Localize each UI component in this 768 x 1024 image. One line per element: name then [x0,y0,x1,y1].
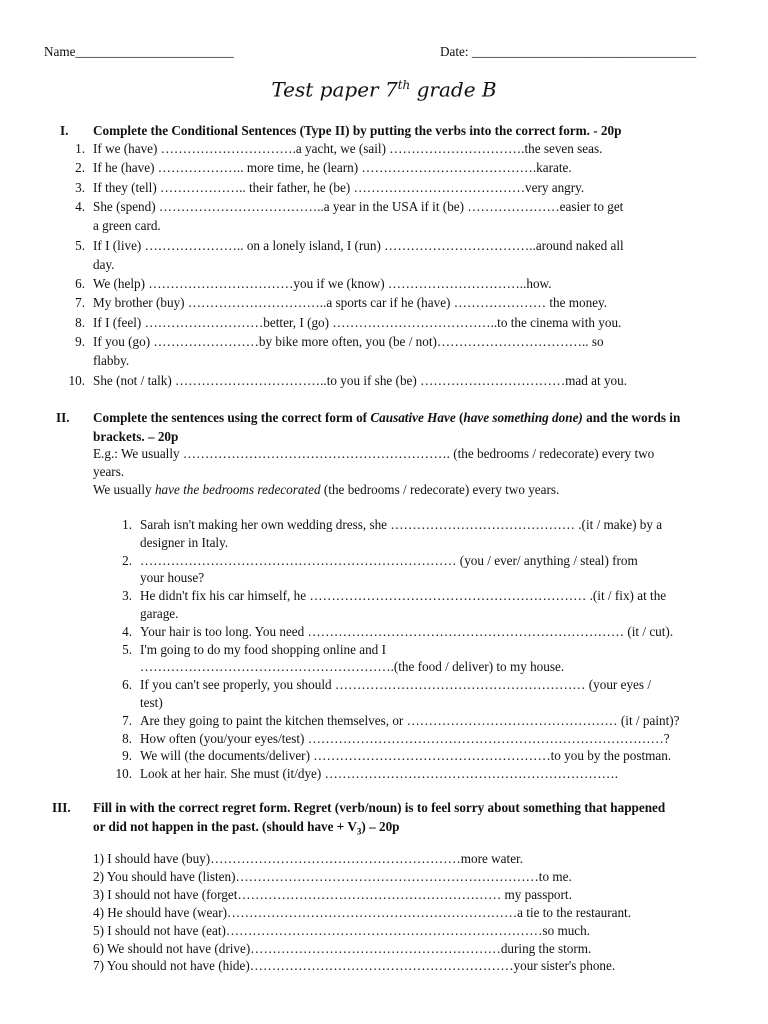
section-3-number: III. [52,800,71,815]
example-line-1-cont: years. [93,464,125,479]
section-3-heading [93,798,753,842]
section-2-heading-d: have something done) [463,410,583,425]
section-2-item-continuation: designer in Italy. [140,534,229,550]
section-3-heading-line-1: Fill in with the correct regret form. Regret (verb/noun) is to feel sorry about something that happened [93,800,666,815]
section-1-item-text: If we (have) ………………………….a yacht, we (sail) ………………………….the seven seas. [93,141,603,156]
example-2-a: We usually [93,482,155,497]
section-3-item: 5) I should not have (eat)………………………………………………………………so much. [93,922,591,938]
section-1-item-number: 2. [75,160,85,176]
section-2-item-number: 4. [122,623,132,639]
title-main: Test paper 7 [271,77,398,102]
section-3-heading-2b: ) – 20p [361,819,400,834]
section-2-item-number: 6. [122,677,132,693]
section-3-item: 6) We should not have (drive)…………………………………………………during the storm. [93,940,592,956]
section-2-item-number: 9. [122,748,132,764]
section-2-item-text: He didn't fix his car himself, he ……………………………………………………… .(it / fix) at the [140,588,667,604]
name-field-label: Name________________________ [44,44,234,59]
section-1-item-text: She (spend) ………………………………..a year in the USA if it (be) …………………easier to get [93,198,624,214]
section-1-item-continuation: a green card. [93,218,161,234]
section-2-item-number: 8. [122,730,132,746]
section-2-item-text: ……………………………………………………………… (you / ever/ anything / steal) from [140,552,638,568]
section-3-item: 1) I should have (buy)…………………………………………………more water. [93,851,524,866]
section-3-heading-2a: or did not happen in the past. (should have + V [93,819,357,834]
section-2-item-text: Are they going to paint the kitchen themselves, or ………………………………………… (it / paint)? [140,712,680,728]
section-1-item-number: 3. [75,179,85,195]
section-2-item-text: How often (you/your eyes/test) ………………………………………………………………………? [140,730,670,746]
title-end: grade B [410,77,497,102]
section-1-item-text: If he (have) ……………….. more time, he (learn) ………………………………….karate. [93,160,572,176]
date-field-label: Date: __________________________________ [440,44,697,59]
section-1-item-text: If I (feel) ………………………better, I (go) ………………………………..to the cinema with you. [93,314,622,330]
section-1-item-text: If you (go) ……………………by bike more often, you (be / not)…………………………….. so [93,334,604,349]
section-3-item: 4) He should have (wear)…………………………………………………………a tie to the restaurant. [93,904,632,920]
section-2-item-text: I'm going to do my food shopping online and I [140,641,386,657]
example-line-1: E.g.: We usually ……………………………………………………. (the bedrooms / redecorate) every two [93,446,655,461]
section-3-item: 3) I should not have (forget…………………………………………………… my passport. [93,886,572,902]
section-1-item-text: She (not / talk) ……………………………..to you if she (be) ……………………………mad at you. [93,372,628,388]
section-1-item-text: We (help) ……………………………you if we (know) …………………………..how. [93,276,552,292]
section-1-heading: Complete the Conditional Sentences (Type II) by putting the verbs into the correct form. - 20p [93,123,622,138]
example-line-2 [93,480,559,499]
section-2-number: II. [56,410,70,425]
section-1-item-number: 6. [75,276,85,292]
section-2-heading-b: Causative Have [370,410,456,425]
section-2-item-number: 5. [122,641,132,657]
section-2-item-continuation: your house? [140,570,205,586]
title-superscript: th [397,78,411,92]
section-1-item-text: My brother (buy) …………………………..a sports car if he (have) ………………… the money. [93,295,608,311]
section-2-item-continuation: garage. [140,606,179,621]
section-3-item: 7) You should not have (hide)……………………………………………………your sister's phone. [93,958,616,974]
section-1-item-number: 8. [75,314,85,330]
section-1-item-text: If they (tell) ……………….. their father, he (be) …………………………………very angry. [93,179,585,195]
section-2-item-number: 1. [122,517,132,532]
section-3-item: 2) You should have (listen)……………………………………………………………to me. [93,868,572,884]
section-2-item-continuation: test) [140,695,163,710]
section-2-item-number: 2. [122,552,132,568]
section-3-heading-sub: 3 [356,826,362,837]
section-2-item-continuation: ………………………………………………….(the food / deliver) to my house. [140,659,565,675]
section-1-number: I. [60,123,69,138]
section-2-item-text: We will (the documents/deliver) ………………………………………………to you by the postman. [140,748,672,764]
example-2-b: have the bedrooms redecorated [154,482,321,497]
section-2-heading-a: Complete the sentences using the correct form of [93,410,371,425]
section-2-item-text: If you can't see properly, you should ………………………………………………… (your eyes / [140,677,652,693]
section-1-item-text: If I (live) ………………….. on a lonely island, I (run) ……………………………..around naked all [93,237,624,253]
section-1-item-number: 5. [75,237,85,253]
section-1-item-number: 4. [75,198,85,214]
section-1-item-continuation: day. [93,256,115,272]
section-2-item-number: 7. [122,712,132,728]
section-2-item-text: Your hair is too long. You need ……………………………………………………………… (it / cut). [140,623,674,639]
section-1-item-continuation: flabby. [93,353,130,369]
section-2-heading-c: ( [455,410,464,425]
section-2-heading [93,408,723,446]
section-2-item-text: Look at her hair. She must (it/dye) …………………………………………………………. [140,766,619,782]
section-1-item-number: 9. [75,334,85,349]
section-1-item-number: 10. [68,372,85,388]
section-1-item-number: 1. [75,141,85,156]
section-2-item-text: Sarah isn't making her own wedding dress, she …………………………………… .(it / make) by a [140,517,663,532]
section-1-item-number: 7. [75,295,85,311]
page-title [0,76,768,100]
section-2-item-number: 3. [122,588,132,604]
section-2-heading-e: and the words in brackets. – 20p [93,410,681,444]
section-3-heading-line-2 [93,817,753,842]
section-2-item-number: 10. [115,766,132,782]
example-2-c: (the bedrooms / redecorate) every two years. [320,482,560,497]
